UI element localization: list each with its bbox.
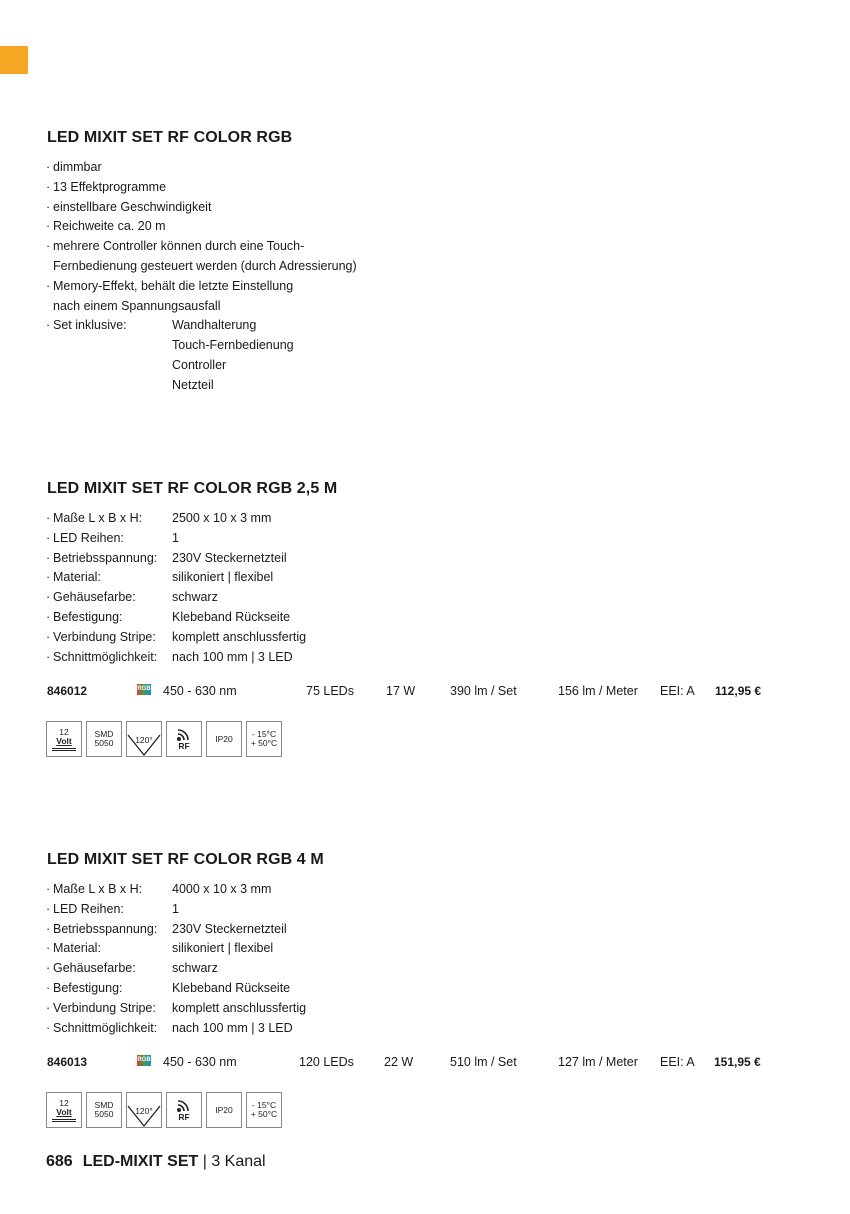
product-row [0, 684, 850, 702]
lumen-per-meter: 127 lm / Meter [558, 1055, 638, 1069]
spec-row: · Betriebsspannung: 230V Steckernetzteil [46, 921, 287, 936]
lumen-per-set: 510 lm / Set [450, 1055, 517, 1069]
energy-class: EEI: A [660, 1055, 695, 1069]
wavelength: 450 - 630 nm [163, 1055, 237, 1069]
page-footer [46, 1153, 266, 1171]
spec-row: · Schnittmöglichkeit: nach 100 mm | 3 LED [46, 1020, 293, 1035]
lumen-per-set: 390 lm / Set [450, 684, 517, 698]
spec-row: · Befestigung: Klebeband Rückseite [46, 609, 291, 624]
product-id: 846013 [47, 1055, 88, 1069]
radio-frequency-icon: RF [166, 1092, 202, 1128]
spec-row: · LED Reihen: 1 [46, 901, 179, 916]
led-count: 120 LEDs [299, 1055, 354, 1069]
rgb-icon: RGB [137, 684, 151, 695]
spec-row: · Maße L x B x H: 2500 x 10 x 3 mm [46, 511, 272, 525]
set-item: Netzteil [172, 377, 214, 392]
icon-row [46, 1092, 282, 1128]
beam-angle-icon: 120° [126, 1092, 162, 1128]
lumen-per-meter: 156 lm / Meter [558, 684, 638, 698]
voltage-icon: 12 Volt [46, 721, 82, 757]
spec-row: · Schnittmöglichkeit: nach 100 mm | 3 LED [46, 649, 293, 664]
list-item: · mehrere Controller können durch eine Touch- [46, 239, 305, 254]
ip-rating-icon: IP20 [206, 721, 242, 757]
ip-rating-icon: IP20 [206, 1092, 242, 1128]
list-item: · dimmbar [46, 160, 102, 174]
spec-row: · Verbindung Stripe: komplett anschlussfertig [46, 1000, 307, 1015]
list-item-continuation: Fernbedienung gesteuert werden (durch Adressierung) [53, 258, 357, 273]
spec-row: · Maße L x B x H: 4000 x 10 x 3 mm [46, 882, 272, 896]
section-title-rgb: LED MIXIT SET RF COLOR RGB [47, 129, 293, 146]
spec-row: · Betriebsspannung: 230V Steckernetzteil [46, 550, 287, 565]
spec-row: · Befestigung: Klebeband Rückseite [46, 980, 291, 995]
section-title-rgb-2-5m: LED MIXIT SET RF COLOR RGB 2,5 M [47, 480, 338, 497]
product-row [0, 1055, 850, 1073]
footer-subtitle: | 3 Kanal [202, 1153, 266, 1170]
led-count: 75 LEDs [306, 684, 354, 698]
wattage: 17 W [386, 684, 416, 698]
spec-row: · LED Reihen: 1 [46, 530, 179, 545]
spec-list [46, 880, 306, 1038]
spec-row: · Material: silikoniert | flexibel [46, 941, 274, 956]
smd-icon: SMD 5050 [86, 1092, 122, 1128]
set-item: Touch-Fernbedienung [172, 338, 294, 353]
spec-row: · Material: silikoniert | flexibel [46, 570, 274, 585]
list-item: · Reichweite ca. 20 m [46, 219, 166, 234]
temperature-range-icon: - 15°C + 50°C [246, 1092, 282, 1128]
feature-list [46, 158, 357, 396]
beam-angle-icon: 120° [126, 721, 162, 757]
spec-row: · Gehäusefarbe: schwarz [46, 961, 218, 976]
price: 151,95 € [714, 1055, 761, 1069]
icon-row [46, 721, 282, 757]
temperature-range-icon: - 15°C + 50°C [246, 721, 282, 757]
voltage-icon: 12 Volt [46, 1092, 82, 1128]
section-tab-marker [0, 46, 28, 74]
spec-row: · Gehäusefarbe: schwarz [46, 590, 218, 605]
product-id: 846012 [47, 684, 88, 698]
spec-row: · Verbindung Stripe: komplett anschlussfertig [46, 629, 307, 644]
rgb-icon: RGB [137, 1055, 151, 1066]
radio-frequency-icon: RF [166, 721, 202, 757]
list-item: · 13 Effektprogramme [46, 179, 167, 194]
section-title-rgb-4m: LED MIXIT SET RF COLOR RGB 4 M [47, 851, 324, 868]
wattage: 22 W [384, 1055, 414, 1069]
list-item-continuation: nach einem Spannungsausfall [53, 298, 221, 313]
spec-list [46, 509, 306, 667]
list-item: · Memory-Effekt, behält die letzte Einstellung [46, 278, 294, 293]
list-item-set: · Set inklusive: Wandhalterung [46, 318, 257, 333]
footer-title: LED-MIXIT SET [82, 1153, 199, 1170]
page-number: 686 [46, 1153, 73, 1170]
wavelength: 450 - 630 nm [163, 684, 237, 698]
list-item: · einstellbare Geschwindigkeit [46, 199, 212, 214]
energy-class: EEI: A [660, 684, 695, 698]
smd-icon: SMD 5050 [86, 721, 122, 757]
set-item: Controller [172, 357, 227, 372]
price: 112,95 € [715, 684, 762, 698]
